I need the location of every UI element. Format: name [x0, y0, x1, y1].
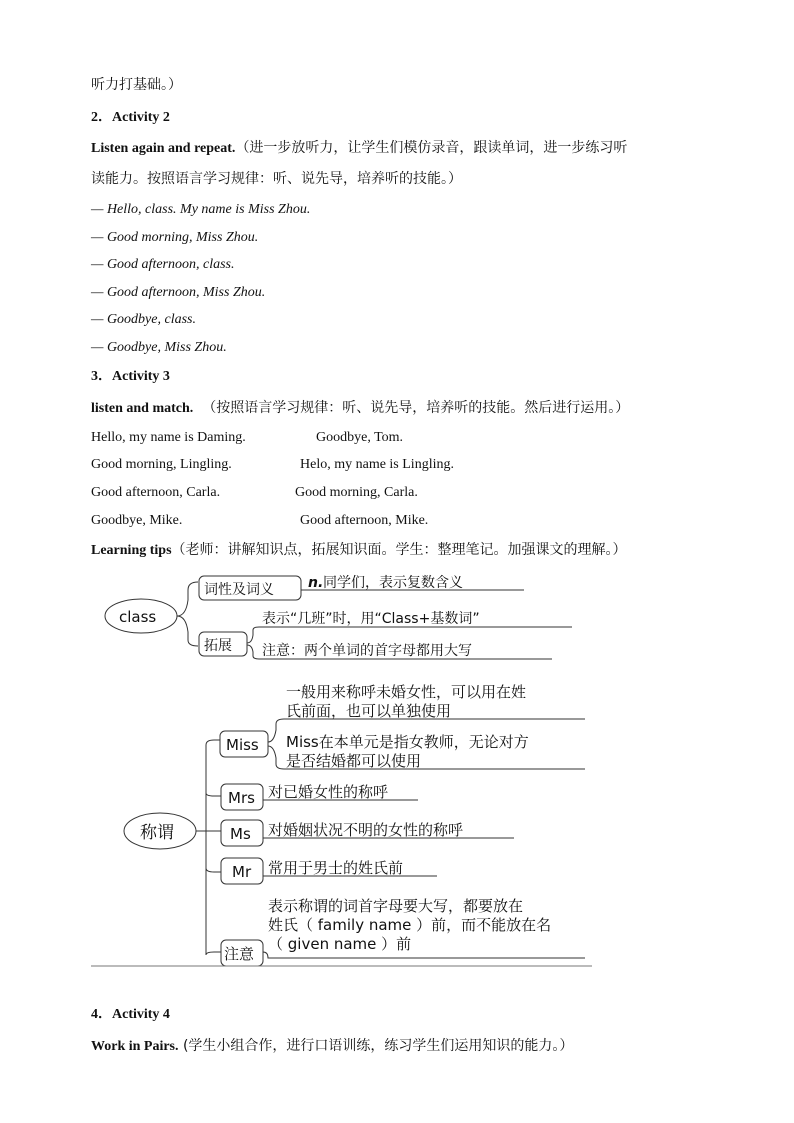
- branch-label: Ms: [230, 825, 251, 843]
- match-right-item: Good afternoon, Mike.: [300, 513, 429, 528]
- tips-text: （老师：讲解知识点，拓展知识面。学生：整理笔记。加强课文的理解。）: [171, 542, 627, 558]
- match-right-item: Helo, my name is Lingling.: [300, 457, 454, 472]
- dialogue-line: — Good morning, Miss Zhou.: [91, 230, 259, 245]
- activity-2-instruction-cont: 读能力。按照语言学习规律：听、说先导，培养听的技能。）: [91, 171, 462, 187]
- branch-label: 注意: [224, 945, 255, 963]
- note-text: 常用于男士的姓氏前: [268, 859, 404, 877]
- branch-text: 注意：两个单词的首字母都用大写: [262, 643, 472, 659]
- mindmap-root-label: class: [119, 608, 157, 626]
- activity-3-heading: 3．Activity 3: [91, 369, 170, 384]
- dialogue-line: — Good afternoon, Miss Zhou.: [91, 285, 266, 300]
- mindmap-root-label: 称谓: [140, 823, 174, 843]
- instruction-text: （按照语言学习规律：听、说先导，培养听的技能。然后进行运用。）: [202, 400, 630, 416]
- branch-text: 同学们，表示复数含义: [323, 575, 463, 591]
- note-text: 氏前面，也可以单独使用: [286, 702, 452, 720]
- note-text: 是否结婚都可以使用: [286, 752, 422, 770]
- instruction-bold: listen and match.: [91, 401, 194, 416]
- note-text: 表示称谓的词首字母要大写，都要放在: [268, 897, 524, 915]
- match-left-item: Good afternoon, Carla.: [91, 485, 221, 500]
- tips-bold: Learning tips: [91, 543, 172, 558]
- dialogue-line: — Goodbye, class.: [91, 312, 196, 327]
- match-left-item: Hello, my name is Daming.: [91, 430, 246, 445]
- match-left-item: Good morning, Lingling.: [91, 457, 232, 472]
- note-text: 对婚姻状况不明的女性的称呼: [268, 821, 464, 839]
- pos-label: n.: [308, 575, 324, 591]
- note-text: 姓氏（ family name ）前，而不能放在名: [268, 916, 552, 934]
- branch-label: 词性及词义: [204, 582, 274, 598]
- note-text: Miss在本单元是指女教师，无论对方: [286, 733, 529, 751]
- note-text: 一般用来称呼未婚女性，可以用在姓: [286, 683, 527, 701]
- activity-4-instruction: [91, 1037, 573, 1056]
- dialogue-line: — Hello, class. My name is Miss Zhou.: [91, 202, 311, 217]
- dialogue-line: — Good afternoon, class.: [91, 257, 235, 272]
- activity-2-heading: 2．Activity 2: [91, 110, 170, 125]
- note-text: 对已婚女性的称呼: [268, 783, 389, 801]
- paragraph-continuation: 听力打基础。）: [91, 77, 182, 93]
- branch-label: Miss: [226, 736, 259, 754]
- match-right-item: Good morning, Carla.: [295, 485, 418, 500]
- match-right-item: Goodbye, Tom.: [316, 430, 404, 445]
- instruction-text: （进一步放听力，让学生们模仿录音，跟读单词，进一步练习听: [235, 140, 628, 156]
- match-left-item: Goodbye, Mike.: [91, 513, 183, 528]
- branch-label: Mrs: [228, 789, 255, 807]
- activity-4-heading: 4．Activity 4: [91, 1007, 170, 1022]
- note-text: （ given name ）前: [268, 935, 412, 953]
- dialogue-line: — Goodbye, Miss Zhou.: [91, 340, 227, 355]
- instruction-bold: Listen again and repeat.: [91, 141, 236, 156]
- branch-label: 拓展: [204, 638, 232, 654]
- instruction-text: (学生小组合作，进行口语训练，练习学生们运用知识的能力。）: [178, 1038, 574, 1054]
- instruction-bold: Work in Pairs.: [91, 1039, 179, 1054]
- branch-label: Mr: [232, 863, 252, 881]
- branch-text: 表示“几班”时，用“Class+基数词”: [262, 611, 480, 627]
